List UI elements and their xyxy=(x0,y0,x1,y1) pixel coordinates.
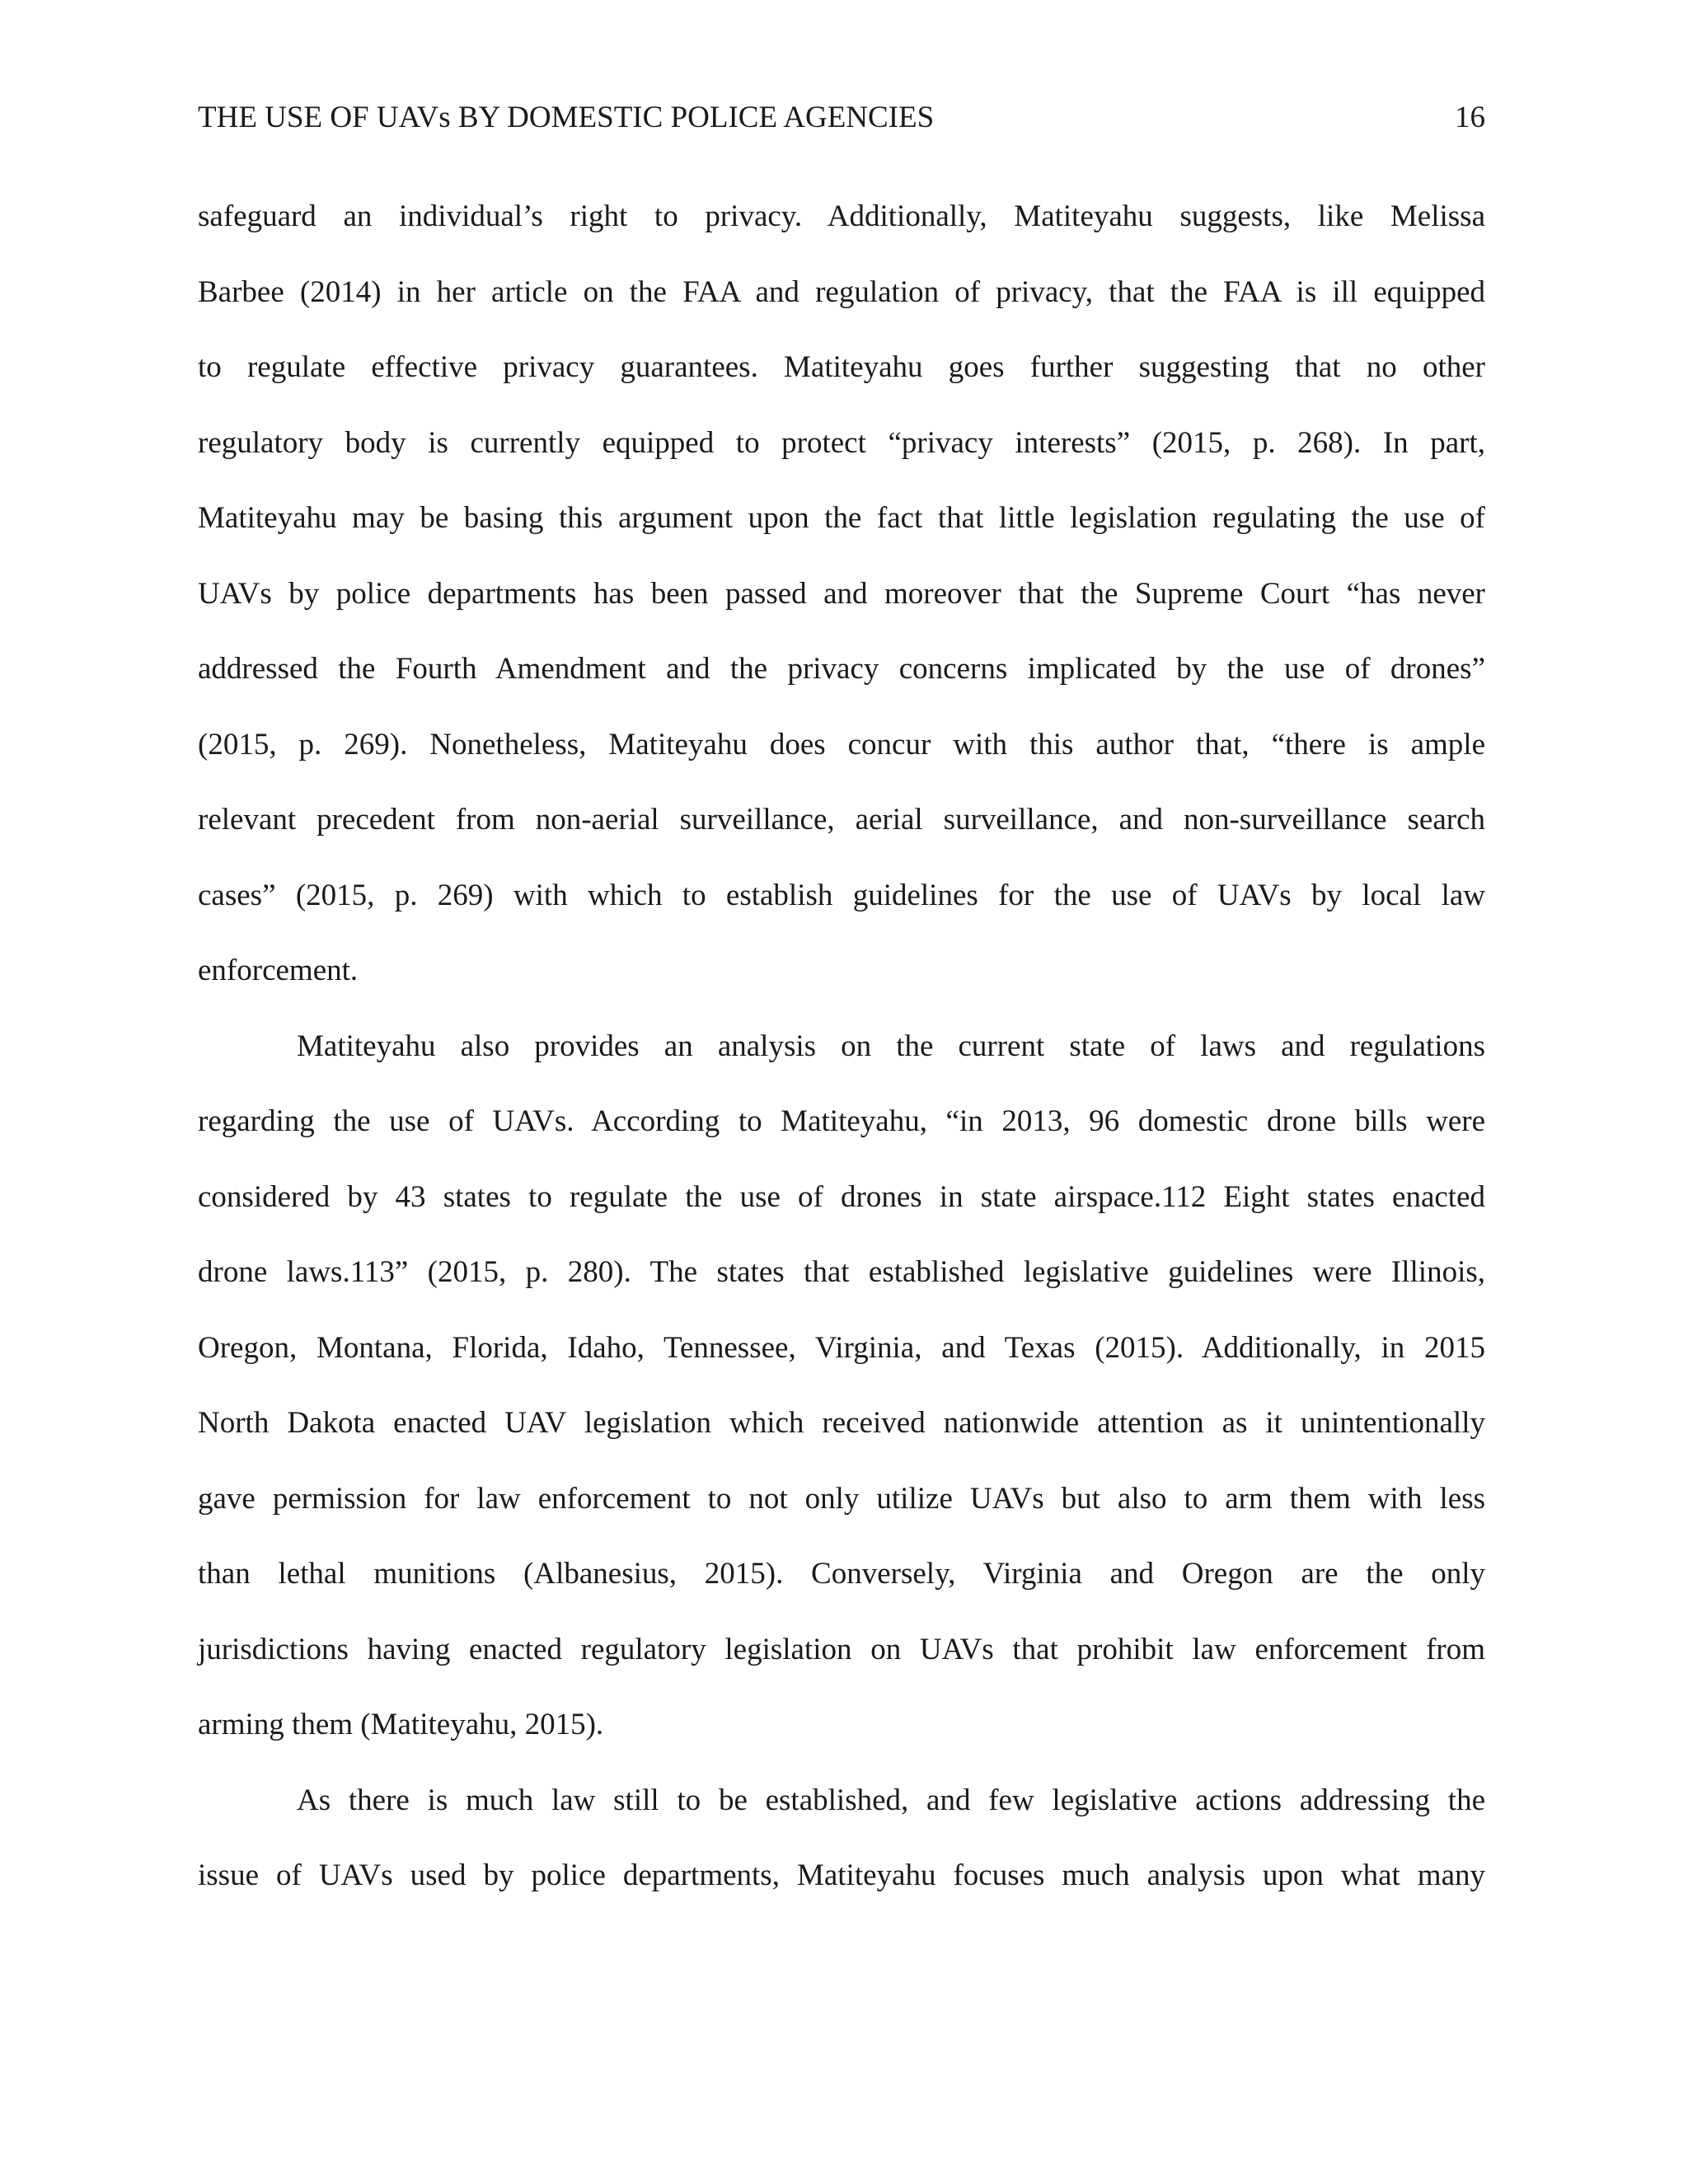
text-line: UAVs by police departments has been passed and moreover that the Supreme Court “has never xyxy=(198,576,1485,611)
text-line: Oregon, Montana, Florida, Idaho, Tennessee, Virginia, and Texas (2015). Additionally, in 2015 xyxy=(198,1330,1485,1365)
paragraph-3 xyxy=(198,1780,1485,1931)
text-line: issue of UAVs used by police departments, Matiteyahu focuses much analysis upon what many xyxy=(198,1858,1485,1892)
text-line: Matiteyahu may be basing this argument upon the fact that little legislation regulating the use of xyxy=(198,501,1485,535)
text-line: As there is much law still to be established, and few legislative actions addressing the xyxy=(297,1783,1485,1817)
text-line: gave permission for law enforcement to not only utilize UAVs but also to arm them with less xyxy=(198,1481,1485,1516)
text-line: arming them (Matiteyahu, 2015). xyxy=(198,1708,604,1741)
running-head xyxy=(198,97,1485,138)
text-line: North Dakota enacted UAV legislation which received nationwide attention as it unintentionally xyxy=(198,1406,1485,1440)
text-line: drone laws.113” (2015, p. 280). The states that established legislative guidelines were Illinois, xyxy=(198,1255,1485,1289)
text-line: to regulate effective privacy guarantees. Matiteyahu goes further suggesting that no other xyxy=(198,350,1485,384)
text-line: relevant precedent from non-aerial surveillance, aerial surveillance, and non-surveillance search xyxy=(198,803,1485,837)
running-title: THE USE OF UAVs BY DOMESTIC POLICE AGENCIES xyxy=(198,101,935,134)
text-line: Matiteyahu also provides an analysis on the current state of laws and regulations xyxy=(297,1029,1485,1063)
paragraph-2 xyxy=(198,1026,1485,1780)
text-line: (2015, p. 269). Nonetheless, Matiteyahu does concur with this author that, “there is ample xyxy=(198,727,1485,762)
text-line: safeguard an individual’s right to privacy. Additionally, Matiteyahu suggests, like Melissa xyxy=(198,199,1485,233)
text-line: Barbee (2014) in her article on the FAA and regulation of privacy, that the FAA is ill equipped xyxy=(198,274,1485,309)
text-line: regulatory body is currently equipped to protect “privacy interests” (2015, p. 268). In part, xyxy=(198,425,1485,460)
text-line: jurisdictions having enacted regulatory legislation on UAVs that prohibit law enforcement from xyxy=(198,1632,1485,1666)
text-line: addressed the Fourth Amendment and the privacy concerns implicated by the use of drones” xyxy=(198,652,1485,686)
paragraph-1 xyxy=(198,196,1485,1026)
text-line: considered by 43 states to regulate the use of drones in state airspace.112 Eight states enacted xyxy=(198,1179,1485,1214)
page-number: 16 xyxy=(1455,101,1485,134)
text-line: cases” (2015, p. 269) with which to establish guidelines for the use of UAVs by local law xyxy=(198,878,1485,912)
text-line: enforcement. xyxy=(198,954,359,987)
body-text xyxy=(198,196,1485,1931)
text-line: than lethal munitions (Albanesius, 2015). Conversely, Virginia and Oregon are the only xyxy=(198,1557,1485,1591)
text-line: regarding the use of UAVs. According to Matiteyahu, “in 2013, 96 domestic drone bills were xyxy=(198,1104,1485,1138)
